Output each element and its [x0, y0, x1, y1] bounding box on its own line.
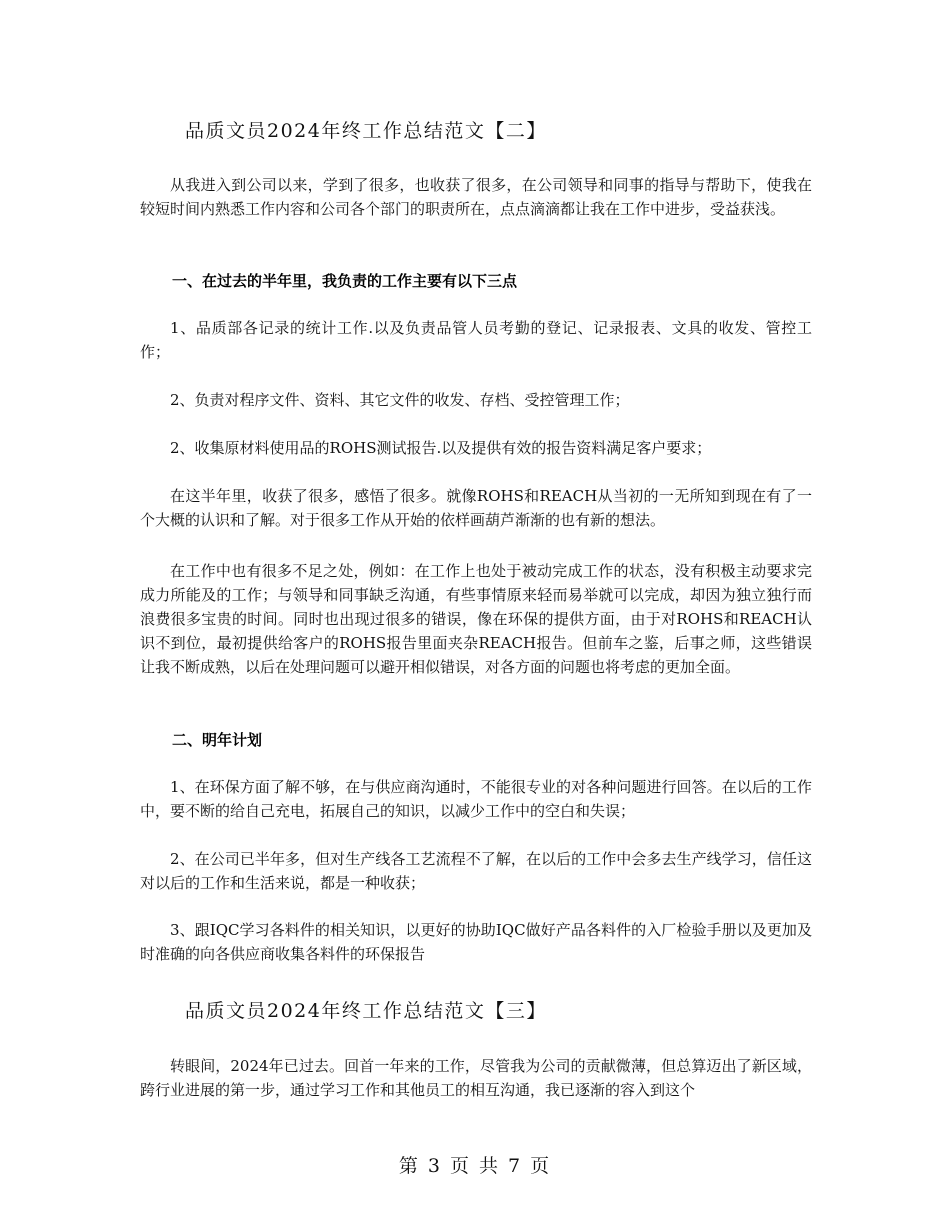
list-item: 2、在公司已半年多，但对生产线各工艺流程不了解，在以后的工作中会多去生产线学习，信任这对以后的工作和生活来说，都是一种收获； [140, 850, 812, 892]
list-item: 1、品质部各记录的统计工作.以及负责品管人员考勤的登记、记录报表、文具的收发、管控工作； [140, 319, 812, 361]
list-item: 3、跟IQC学习各料件的相关知识，以更好的协助IQC做好产品各料件的入厂检验手册以及更加及时准确的向各供应商收集各料件的环保报告 [140, 921, 812, 963]
body-paragraph: 在工作中也有很多不足之处，例如：在工作上也处于被动完成工作的状态，没有积极主动要求完成力所能及的工作；与领导和同事缺乏沟通，有些事情原来轻而易举就可以完成，却因为独立独行而浪费很多宝贵的时间。同时也出现过很多的错误，像在环保的提供方面，由于对ROHS和REACH认识不到位，最初提供给客户的ROHS报告里面夹杂REACH报告。但前车之鉴，后事之师，这些错误让我不断成熟，以后在处理问题可以避开相似错误，对各方面的问题也将考虑的更加全面。 [140, 562, 812, 676]
section-heading: 一、在过去的半年里，我负责的工作主要有以下三点 [172, 272, 518, 290]
body-paragraph: 在这半年里，收获了很多，感悟了很多。就像ROHS和REACH从当初的一无所知到现在有了一个大概的认识和了解。对于很多工作从开始的依样画葫芦渐渐的也有新的想法。 [140, 487, 812, 529]
list-item: 2、收集原材料使用品的ROHS测试报告.以及提供有效的报告资料满足客户要求； [170, 439, 712, 457]
section-title: 品质文员2024年终工作总结范文【二】 [185, 120, 547, 142]
body-paragraph: 转眼间，2024年已过去。回首一年来的工作，尽管我为公司的贡献微薄，但总算迈出了新区域，跨行业进展的第一步，通过学习工作和其他员工的相互沟通，我已逐渐的容入到这个 [140, 1057, 812, 1099]
list-item: 2、负责对程序文件、资料、其它文件的收发、存档、受控管理工作； [170, 391, 630, 409]
page-number-footer: 第 3 页 共 7 页 [398, 1155, 552, 1177]
section-title: 品质文员2024年终工作总结范文【三】 [185, 1000, 547, 1022]
list-item: 1、在环保方面了解不够，在与供应商沟通时，不能很专业的对各种问题进行回答。在以后的工作中，要不断的给自己充电，拓展自己的知识，以减少工作中的空白和失误； [140, 778, 812, 820]
section-heading: 二、明年计划 [172, 731, 263, 749]
intro-paragraph: 从我进入到公司以来，学到了很多，也收获了很多，在公司领导和同事的指导与帮助下，使我在较短时间内熟悉工作内容和公司各个部门的职责所在，点点滴滴都让我在工作中进步，受益获浅。 [140, 176, 812, 218]
